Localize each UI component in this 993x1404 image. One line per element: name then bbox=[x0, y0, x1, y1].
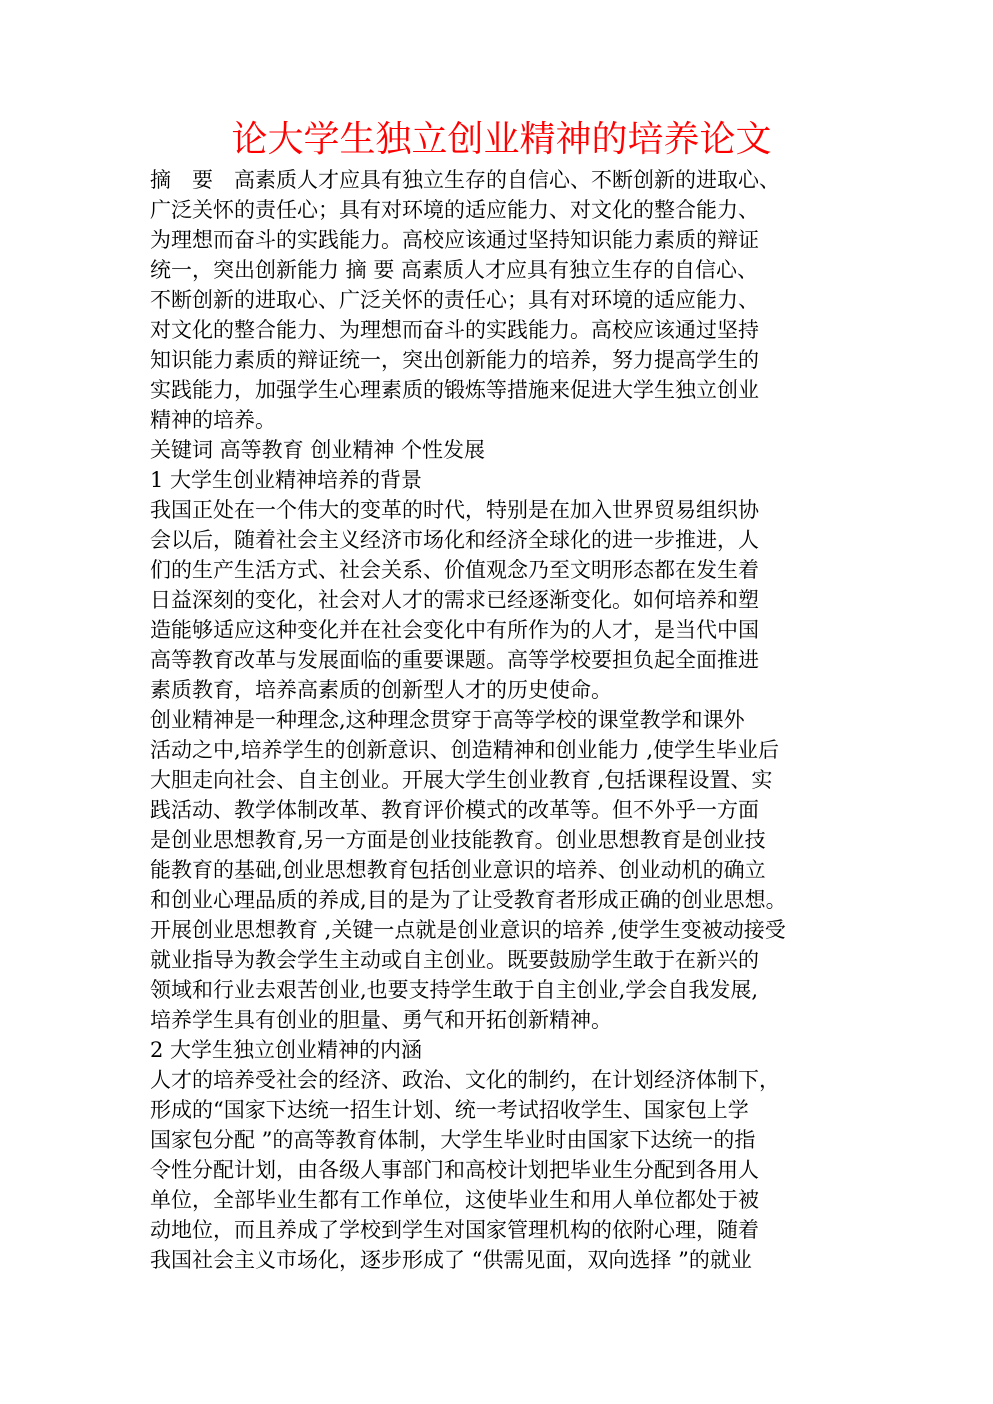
text-line: 摘 要 高素质人才应具有独立生存的自信心、不断创新的进取心、 bbox=[150, 168, 780, 192]
text-line: 人才的培养受社会的经济、政治、文化的制约，在计划经济体制下， bbox=[150, 1068, 780, 1092]
text-line: 动地位，而且养成了学校到学生对国家管理机构的依附心理，随着 bbox=[150, 1218, 759, 1242]
text-line: 就业指导为教会学生主动或自主创业。既要鼓励学生敢于在新兴的 bbox=[150, 948, 759, 972]
text-line: 单位，全部毕业生都有工作单位，这使毕业生和用人单位都处于被 bbox=[150, 1188, 759, 1212]
text-line: 统一，突出创新能力 摘 要 高素质人才应具有独立生存的自信心、 bbox=[150, 258, 759, 282]
text-line: 会以后，随着社会主义经济市场化和经济全球化的进一步推进，人 bbox=[150, 528, 759, 552]
text-line: 实践能力，加强学生心理素质的锻炼等措施来促进大学生独立创业 bbox=[150, 378, 759, 402]
text-line: 创业精神是一种理念,这种理念贯穿于高等学校的课堂教学和课外 bbox=[150, 708, 745, 732]
text-line: 造能够适应这种变化并在社会变化中有所作为的人才，是当代中国 bbox=[150, 618, 759, 642]
document-title: 论大学生独立创业精神的培养论文 bbox=[231, 119, 772, 160]
text-line: 令性分配计划，由各级人事部门和高校计划把毕业生分配到各用人 bbox=[150, 1158, 759, 1182]
text-line: 领域和行业去艰苦创业,也要支持学生敢于自主创业,学会自我发展, bbox=[150, 978, 759, 1002]
text-line: 1 大学生创业精神培养的背景 bbox=[150, 468, 423, 492]
text-line: 践活动、教学体制改革、教育评价模式的改革等。但不外乎一方面 bbox=[150, 798, 759, 822]
document-body bbox=[150, 165, 850, 1275]
text-line: 国家包分配 ”的高等教育体制，大学生毕业时由国家下达统一的指 bbox=[150, 1128, 756, 1152]
text-line: 素质教育，培养高素质的创新型人才的历史使命。 bbox=[150, 678, 612, 702]
text-line: 活动之中,培养学生的创新意识、创造精神和创业能力 ,使学生毕业后 bbox=[150, 738, 780, 762]
text-line: 们的生产生活方式、社会关系、价值观念乃至文明形态都在发生着 bbox=[150, 558, 759, 582]
text-line: 为理想而奋斗的实践能力。高校应该通过坚持知识能力素质的辩证 bbox=[150, 228, 759, 252]
text-line: 日益深刻的变化，社会对人才的需求已经逐渐变化。如何培养和塑 bbox=[150, 588, 759, 612]
text-line: 我国正处在一个伟大的变革的时代，特别是在加入世界贸易组织协 bbox=[150, 498, 759, 522]
text-line: 是创业思想教育,另一方面是创业技能教育。创业思想教育是创业技 bbox=[150, 828, 766, 852]
text-line: 知识能力素质的辩证统一，突出创新能力的培养，努力提高学生的 bbox=[150, 348, 759, 372]
text-line: 广泛关怀的责任心；具有对环境的适应能力、对文化的整合能力、 bbox=[150, 198, 759, 222]
text-line: 开展创业思想教育 ,关键一点就是创业意识的培养 ,使学生变被动接受 bbox=[150, 918, 786, 942]
text-line: 和创业心理品质的养成,目的是为了让受教育者形成正确的创业思想。 bbox=[150, 888, 787, 912]
text-line: 关键词 高等教育 创业精神 个性发展 bbox=[150, 438, 486, 462]
text-line: 对文化的整合能力、为理想而奋斗的实践能力。高校应该通过坚持 bbox=[150, 318, 759, 342]
text-line: 能教育的基础,创业思想教育包括创业意识的培养、创业动机的确立 bbox=[150, 858, 766, 882]
text-line: 精神的培养。 bbox=[150, 408, 276, 432]
text-line: 培养学生具有创业的胆量、勇气和开拓创新精神。 bbox=[150, 1008, 612, 1032]
text-line: 2 大学生独立创业精神的内涵 bbox=[150, 1038, 423, 1062]
text-line: 不断创新的进取心、广泛关怀的责任心；具有对环境的适应能力、 bbox=[150, 288, 759, 312]
text-line: 大胆走向社会、自主创业。开展大学生创业教育 ,包括课程设置、实 bbox=[150, 768, 773, 792]
text-line: 高等教育改革与发展面临的重要课题。高等学校要担负起全面推进 bbox=[150, 648, 759, 672]
text-line: 形成的“国家下达统一招生计划、统一考试招收学生、国家包上学 bbox=[150, 1098, 749, 1122]
text-line: 我国社会主义市场化，逐步形成了 “供需见面，双向选择 ”的就业 bbox=[150, 1248, 752, 1272]
